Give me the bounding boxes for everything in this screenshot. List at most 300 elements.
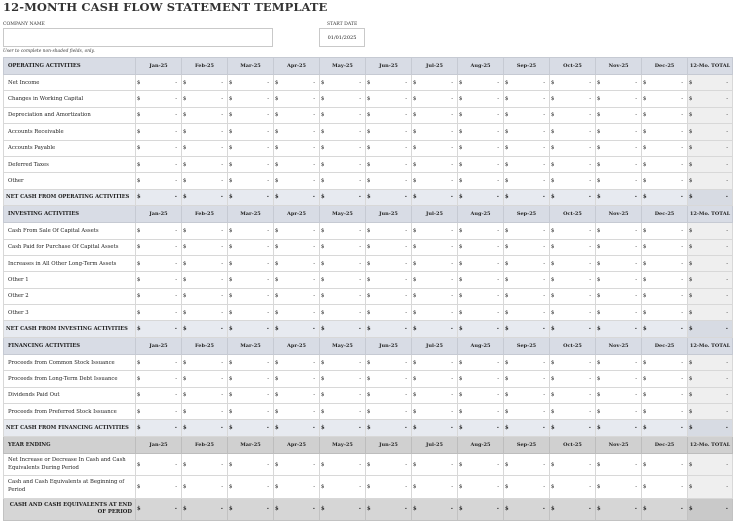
currency-symbol: $ <box>505 227 509 234</box>
currency-symbol: $ <box>689 227 693 234</box>
cell-value: - <box>175 276 177 283</box>
value-cell[interactable] <box>412 371 458 387</box>
value-cell[interactable] <box>274 387 320 403</box>
value-cell[interactable] <box>596 239 642 255</box>
table-row <box>4 453 733 476</box>
currency-symbol: $ <box>689 161 693 168</box>
value-cell[interactable] <box>366 255 412 271</box>
value-cell[interactable] <box>412 223 458 239</box>
currency-symbol: $ <box>183 145 187 152</box>
value-cell[interactable] <box>458 354 504 370</box>
currency-symbol: $ <box>689 461 693 468</box>
cell-value: - <box>589 128 591 135</box>
value-cell[interactable] <box>504 156 550 172</box>
computed-cell <box>596 476 642 499</box>
value-cell[interactable] <box>366 305 412 321</box>
value-cell[interactable] <box>550 305 596 321</box>
value-cell[interactable] <box>550 371 596 387</box>
value-cell[interactable] <box>596 288 642 304</box>
value-cell[interactable] <box>596 404 642 420</box>
value-cell[interactable] <box>136 239 182 255</box>
value-cell[interactable] <box>458 305 504 321</box>
value-cell[interactable] <box>458 371 504 387</box>
value-cell[interactable] <box>136 223 182 239</box>
value-cell[interactable] <box>320 239 366 255</box>
value-cell[interactable] <box>320 354 366 370</box>
total-row <box>4 420 733 436</box>
value-cell[interactable] <box>182 140 228 156</box>
value-cell[interactable] <box>274 173 320 189</box>
value-cell[interactable] <box>182 305 228 321</box>
value-cell[interactable] <box>550 288 596 304</box>
value-cell[interactable] <box>366 124 412 140</box>
cell-value: - <box>312 506 315 513</box>
value-cell[interactable] <box>320 404 366 420</box>
value-cell[interactable] <box>320 173 366 189</box>
value-cell[interactable] <box>274 156 320 172</box>
cell-value: - <box>496 425 499 432</box>
value-cell[interactable] <box>274 223 320 239</box>
value-cell[interactable] <box>412 124 458 140</box>
value-cell[interactable] <box>550 255 596 271</box>
value-cell[interactable] <box>458 387 504 403</box>
table-row <box>4 354 733 370</box>
value-cell[interactable] <box>182 107 228 123</box>
value-cell[interactable] <box>228 272 274 288</box>
value-cell[interactable] <box>412 173 458 189</box>
value-cell[interactable] <box>366 223 412 239</box>
value-cell[interactable] <box>412 239 458 255</box>
value-cell[interactable] <box>228 91 274 107</box>
row-label: Accounts Receivable <box>4 124 136 140</box>
cell-value: - <box>451 128 453 135</box>
value-cell[interactable] <box>642 140 688 156</box>
value-cell[interactable] <box>642 107 688 123</box>
value-cell[interactable] <box>412 255 458 271</box>
currency-symbol: $ <box>275 227 279 234</box>
currency-symbol: $ <box>689 145 693 152</box>
value-cell[interactable] <box>504 91 550 107</box>
value-cell[interactable] <box>274 371 320 387</box>
value-cell[interactable] <box>228 354 274 370</box>
cell-value: - <box>358 506 361 513</box>
value-cell[interactable] <box>504 124 550 140</box>
value-cell[interactable] <box>642 156 688 172</box>
value-cell[interactable] <box>504 354 550 370</box>
value-cell[interactable] <box>642 91 688 107</box>
cell-value: - <box>589 96 591 103</box>
value-cell[interactable] <box>274 239 320 255</box>
cell-value: - <box>267 392 269 399</box>
value-cell[interactable] <box>596 124 642 140</box>
currency-symbol: $ <box>229 484 233 491</box>
value-cell[interactable] <box>412 354 458 370</box>
company-name-label: COMPANY NAME <box>3 22 45 27</box>
computed-cell <box>366 453 412 476</box>
value-cell[interactable] <box>274 140 320 156</box>
value-cell[interactable] <box>320 223 366 239</box>
cell-value: - <box>312 194 315 201</box>
currency-symbol: $ <box>459 309 463 316</box>
value-cell[interactable] <box>504 223 550 239</box>
currency-symbol: $ <box>459 79 463 86</box>
value-cell[interactable] <box>412 272 458 288</box>
value-cell[interactable] <box>320 124 366 140</box>
value-cell[interactable] <box>504 173 550 189</box>
value-cell[interactable] <box>550 239 596 255</box>
value-cell[interactable] <box>182 371 228 387</box>
month-header: Sep-25 <box>504 58 550 75</box>
currency-symbol: $ <box>183 375 187 382</box>
computed-cell <box>228 476 274 499</box>
value-cell[interactable] <box>412 387 458 403</box>
value-cell[interactable] <box>504 239 550 255</box>
value-cell[interactable] <box>596 387 642 403</box>
value-cell[interactable] <box>136 156 182 172</box>
value-cell[interactable] <box>596 91 642 107</box>
value-cell[interactable] <box>550 173 596 189</box>
cell-value: - <box>635 484 637 491</box>
currency-symbol: $ <box>643 309 647 316</box>
value-cell[interactable] <box>320 75 366 91</box>
final-total-row <box>4 498 733 520</box>
value-cell[interactable] <box>504 255 550 271</box>
value-cell[interactable] <box>642 75 688 91</box>
currency-symbol: $ <box>413 408 417 415</box>
table-row <box>4 255 733 271</box>
value-cell[interactable] <box>320 140 366 156</box>
value-cell[interactable] <box>642 173 688 189</box>
value-cell[interactable] <box>412 156 458 172</box>
value-cell[interactable] <box>596 156 642 172</box>
value-cell[interactable] <box>228 124 274 140</box>
value-cell[interactable] <box>228 140 274 156</box>
value-cell[interactable] <box>642 387 688 403</box>
value-cell[interactable] <box>642 354 688 370</box>
value-cell[interactable] <box>274 75 320 91</box>
value-cell[interactable] <box>228 156 274 172</box>
value-cell[interactable] <box>182 124 228 140</box>
value-cell[interactable] <box>320 156 366 172</box>
value-cell[interactable] <box>366 156 412 172</box>
cell-value: - <box>267 112 269 119</box>
value-cell[interactable] <box>274 272 320 288</box>
currency-symbol: $ <box>505 506 509 513</box>
value-cell[interactable] <box>182 173 228 189</box>
value-cell[interactable] <box>228 305 274 321</box>
value-cell[interactable] <box>320 371 366 387</box>
value-cell[interactable] <box>412 140 458 156</box>
value-cell[interactable] <box>458 91 504 107</box>
currency-symbol: $ <box>367 408 371 415</box>
value-cell[interactable] <box>274 354 320 370</box>
value-cell[interactable] <box>182 75 228 91</box>
value-cell[interactable] <box>504 404 550 420</box>
value-cell[interactable] <box>504 75 550 91</box>
currency-symbol: $ <box>137 309 141 316</box>
currency-symbol: $ <box>551 276 555 283</box>
value-cell[interactable] <box>504 288 550 304</box>
currency-symbol: $ <box>229 425 233 432</box>
cell-value: - <box>405 227 407 234</box>
value-cell[interactable] <box>228 107 274 123</box>
cell-value: - <box>175 408 177 415</box>
value-cell[interactable] <box>550 354 596 370</box>
table-row <box>4 75 733 91</box>
value-cell[interactable] <box>642 305 688 321</box>
currency-symbol: $ <box>367 484 371 491</box>
value-cell[interactable] <box>182 156 228 172</box>
value-cell[interactable] <box>642 223 688 239</box>
value-cell[interactable] <box>228 239 274 255</box>
table-row <box>4 288 733 304</box>
value-cell[interactable] <box>228 75 274 91</box>
value-cell[interactable] <box>366 75 412 91</box>
value-cell[interactable] <box>228 387 274 403</box>
value-cell[interactable] <box>320 107 366 123</box>
currency-symbol: $ <box>689 96 693 103</box>
value-cell[interactable] <box>412 75 458 91</box>
value-cell[interactable] <box>136 124 182 140</box>
value-cell[interactable] <box>458 223 504 239</box>
cell-value: - <box>588 425 591 432</box>
table-row <box>4 156 733 172</box>
value-cell[interactable] <box>366 387 412 403</box>
value-cell[interactable] <box>136 387 182 403</box>
cell-value: - <box>312 425 315 432</box>
value-cell[interactable] <box>228 255 274 271</box>
currency-symbol: $ <box>505 392 509 399</box>
value-cell[interactable] <box>596 371 642 387</box>
value-cell[interactable] <box>320 387 366 403</box>
value-cell[interactable] <box>320 255 366 271</box>
currency-symbol: $ <box>643 276 647 283</box>
value-cell[interactable] <box>182 255 228 271</box>
currency-symbol: $ <box>551 145 555 152</box>
value-cell[interactable] <box>366 288 412 304</box>
value-cell[interactable] <box>550 107 596 123</box>
value-cell[interactable] <box>228 173 274 189</box>
value-cell[interactable] <box>228 223 274 239</box>
value-cell[interactable] <box>550 156 596 172</box>
value-cell[interactable] <box>366 404 412 420</box>
value-cell[interactable] <box>550 404 596 420</box>
value-cell[interactable] <box>136 91 182 107</box>
value-cell[interactable] <box>182 288 228 304</box>
cell-value: - <box>588 506 591 513</box>
value-cell[interactable] <box>274 404 320 420</box>
value-cell[interactable] <box>458 140 504 156</box>
value-cell[interactable] <box>596 140 642 156</box>
value-cell[interactable] <box>274 91 320 107</box>
value-cell[interactable] <box>458 255 504 271</box>
cell-value: - <box>589 461 591 468</box>
value-cell[interactable] <box>366 371 412 387</box>
value-cell[interactable] <box>136 354 182 370</box>
currency-symbol: $ <box>275 260 279 267</box>
value-cell[interactable] <box>366 239 412 255</box>
cell-value: - <box>313 112 315 119</box>
value-cell[interactable] <box>642 239 688 255</box>
row-label: Cash From Sale Of Capital Assets <box>4 223 136 239</box>
value-cell[interactable] <box>136 173 182 189</box>
value-cell[interactable] <box>412 305 458 321</box>
value-cell[interactable] <box>182 223 228 239</box>
value-cell[interactable] <box>504 387 550 403</box>
value-cell[interactable] <box>596 354 642 370</box>
value-cell[interactable] <box>182 239 228 255</box>
value-cell[interactable] <box>136 371 182 387</box>
currency-symbol: $ <box>321 375 325 382</box>
value-cell[interactable] <box>504 371 550 387</box>
cell-value: - <box>543 359 545 366</box>
value-cell[interactable] <box>274 288 320 304</box>
value-cell[interactable] <box>182 354 228 370</box>
value-cell[interactable] <box>596 173 642 189</box>
value-cell[interactable] <box>596 107 642 123</box>
currency-symbol: $ <box>551 425 555 432</box>
value-cell[interactable] <box>136 288 182 304</box>
cell-value: - <box>543 293 545 300</box>
value-cell[interactable] <box>136 140 182 156</box>
value-cell[interactable] <box>642 255 688 271</box>
value-cell[interactable] <box>136 305 182 321</box>
currency-symbol: $ <box>321 244 325 251</box>
row-label: Other <box>4 173 136 189</box>
value-cell[interactable] <box>182 272 228 288</box>
start-date-input[interactable]: 01/01/2025 <box>319 28 365 47</box>
value-cell[interactable] <box>458 75 504 91</box>
cell-value: - <box>313 392 315 399</box>
value-cell[interactable] <box>412 107 458 123</box>
currency-symbol: $ <box>321 178 325 185</box>
value-cell[interactable] <box>412 91 458 107</box>
value-cell[interactable] <box>228 371 274 387</box>
value-cell[interactable] <box>274 305 320 321</box>
value-cell[interactable] <box>412 404 458 420</box>
value-cell[interactable] <box>274 255 320 271</box>
value-cell[interactable] <box>458 173 504 189</box>
currency-symbol: $ <box>321 96 325 103</box>
value-cell[interactable] <box>642 272 688 288</box>
value-cell[interactable] <box>458 124 504 140</box>
value-cell[interactable] <box>366 140 412 156</box>
cell-value: - <box>635 227 637 234</box>
currency-symbol: $ <box>229 194 233 201</box>
value-cell[interactable] <box>366 354 412 370</box>
currency-symbol: $ <box>367 375 371 382</box>
value-cell[interactable] <box>458 404 504 420</box>
value-cell[interactable] <box>274 107 320 123</box>
computed-cell <box>136 420 182 436</box>
value-cell[interactable] <box>136 107 182 123</box>
value-cell[interactable] <box>550 124 596 140</box>
value-cell[interactable] <box>596 305 642 321</box>
currency-symbol: $ <box>643 461 647 468</box>
value-cell[interactable] <box>320 305 366 321</box>
value-cell[interactable] <box>274 124 320 140</box>
cell-value: - <box>681 227 683 234</box>
currency-symbol: $ <box>597 244 601 251</box>
value-cell[interactable] <box>412 288 458 304</box>
currency-symbol: $ <box>551 326 555 333</box>
value-cell[interactable] <box>458 272 504 288</box>
value-cell[interactable] <box>320 272 366 288</box>
row-label: Other 1 <box>4 272 136 288</box>
value-cell[interactable] <box>136 272 182 288</box>
cell-value: - <box>681 145 683 152</box>
currency-symbol: $ <box>321 326 325 333</box>
value-cell[interactable] <box>182 91 228 107</box>
currency-symbol: $ <box>597 461 601 468</box>
value-cell[interactable] <box>642 124 688 140</box>
computed-cell <box>412 498 458 520</box>
value-cell[interactable] <box>642 371 688 387</box>
currency-symbol: $ <box>321 425 325 432</box>
value-cell[interactable] <box>136 75 182 91</box>
value-cell[interactable] <box>458 107 504 123</box>
value-cell[interactable] <box>320 288 366 304</box>
value-cell[interactable] <box>504 272 550 288</box>
value-cell[interactable] <box>182 404 228 420</box>
value-cell[interactable] <box>596 255 642 271</box>
value-cell[interactable] <box>550 272 596 288</box>
currency-symbol: $ <box>643 145 647 152</box>
value-cell[interactable] <box>550 223 596 239</box>
value-cell[interactable] <box>504 140 550 156</box>
value-cell[interactable] <box>596 272 642 288</box>
value-cell[interactable] <box>458 288 504 304</box>
cell-value: - <box>589 359 591 366</box>
company-name-input[interactable] <box>3 28 273 47</box>
currency-symbol: $ <box>275 161 279 168</box>
value-cell[interactable] <box>366 173 412 189</box>
cell-value: - <box>725 194 728 201</box>
value-cell[interactable] <box>550 91 596 107</box>
value-cell[interactable] <box>228 288 274 304</box>
cell-value: - <box>267 96 269 103</box>
computed-cell <box>366 420 412 436</box>
value-cell[interactable] <box>504 305 550 321</box>
value-cell[interactable] <box>504 107 550 123</box>
currency-symbol: $ <box>643 359 647 366</box>
value-cell[interactable] <box>550 140 596 156</box>
value-cell[interactable] <box>366 91 412 107</box>
value-cell[interactable] <box>596 223 642 239</box>
value-cell[interactable] <box>550 387 596 403</box>
value-cell[interactable] <box>228 404 274 420</box>
value-cell[interactable] <box>458 239 504 255</box>
value-cell[interactable] <box>136 255 182 271</box>
value-cell[interactable] <box>642 404 688 420</box>
value-cell[interactable] <box>550 75 596 91</box>
currency-symbol: $ <box>413 112 417 119</box>
value-cell[interactable] <box>136 404 182 420</box>
cell-value: - <box>359 408 361 415</box>
currency-symbol: $ <box>643 392 647 399</box>
value-cell[interactable] <box>320 91 366 107</box>
value-cell[interactable] <box>642 288 688 304</box>
currency-symbol: $ <box>275 359 279 366</box>
computed-cell <box>274 498 320 520</box>
value-cell[interactable] <box>182 387 228 403</box>
value-cell[interactable] <box>366 272 412 288</box>
value-cell[interactable] <box>458 156 504 172</box>
cell-value: - <box>497 227 499 234</box>
cell-value: - <box>405 461 407 468</box>
value-cell[interactable] <box>366 107 412 123</box>
value-cell[interactable] <box>596 75 642 91</box>
